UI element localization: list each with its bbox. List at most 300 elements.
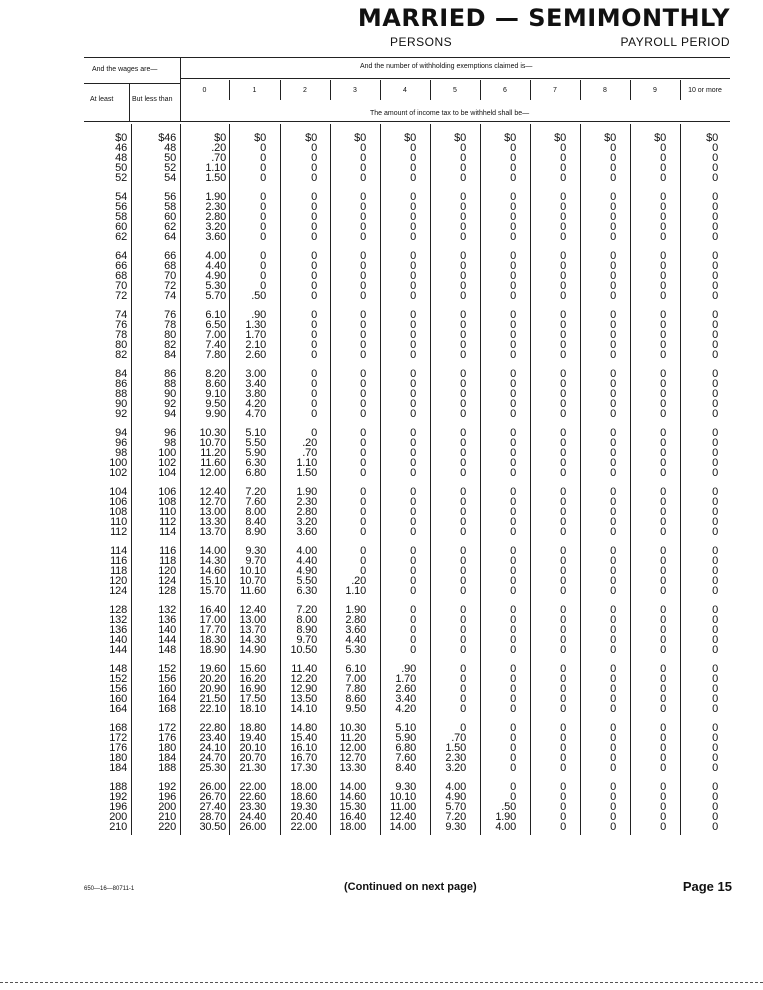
form-number: 650—16—80711-1 — [84, 886, 135, 892]
table-cell: 0 — [610, 722, 616, 734]
table-cell: 0 — [660, 624, 666, 636]
table-cell: 96 — [164, 427, 176, 439]
table-cell: $0 — [454, 132, 466, 144]
table-cell: 0 — [660, 801, 666, 813]
table-cell: 0 — [660, 526, 666, 538]
table-cell: 0 — [712, 290, 718, 302]
table-cell: 0 — [311, 427, 317, 439]
table-cell: 118 — [110, 565, 127, 577]
table-cell: 1.90 — [495, 811, 516, 823]
table-cell: 0 — [712, 575, 718, 587]
table-cell: 80 — [164, 329, 176, 341]
table-cell: 22.00 — [290, 821, 317, 833]
table-cell: 136 — [109, 624, 127, 636]
table-cell: 0 — [510, 172, 516, 184]
table-cell: 136 — [158, 614, 176, 626]
table-cell: 0 — [712, 201, 718, 213]
table-cell: 1.50 — [296, 467, 317, 479]
exemption-col-header: 0 — [202, 87, 207, 94]
table-cell: 0 — [460, 545, 466, 557]
table-cell: 6.50 — [205, 319, 226, 331]
table-cell: 210 — [109, 821, 127, 833]
table-cell: 88 — [164, 378, 176, 390]
table-cell: 0 — [610, 319, 616, 331]
table-cell: 0 — [610, 231, 616, 243]
table-cell: 0 — [610, 211, 616, 223]
table-cell: 0 — [510, 693, 516, 705]
table-cell: 52 — [164, 162, 176, 174]
table-cell: 0 — [410, 152, 416, 164]
table-cell: 52 — [115, 172, 127, 184]
table-cell: 3.20 — [296, 516, 317, 528]
table-cell: 0 — [360, 398, 366, 410]
table-cell: 13.70 — [199, 526, 226, 538]
table-cell: 0 — [610, 604, 616, 616]
table-cell: 7.20 — [445, 811, 466, 823]
table-cell: 4.20 — [395, 703, 416, 715]
table-cell: 2.10 — [245, 339, 266, 351]
table-cell: 8.60 — [205, 378, 226, 390]
table-cell: 0 — [712, 221, 718, 233]
table-cell: 0 — [560, 722, 566, 734]
table-cell: 0 — [560, 349, 566, 361]
column-rule — [380, 124, 381, 835]
table-cell: 118 — [159, 555, 176, 567]
table-cell: 0 — [610, 781, 616, 793]
table-cell: 24.70 — [199, 752, 226, 764]
table-cell: 0 — [660, 575, 666, 587]
table-cell: 0 — [660, 162, 666, 174]
table-cell: 0 — [410, 427, 416, 439]
table-cell: 104 — [158, 467, 176, 479]
exemption-col-header: 9 — [653, 87, 657, 94]
table-cell: 0 — [460, 349, 466, 361]
table-cell: 4.90 — [205, 270, 226, 282]
table-cell: 0 — [610, 811, 616, 823]
table-cell: 110 — [159, 506, 176, 518]
table-cell: 0 — [560, 172, 566, 184]
table-cell: 0 — [260, 172, 266, 184]
table-cell: 20.20 — [199, 673, 226, 685]
table-cell: 0 — [712, 673, 718, 685]
table-cell: 12.70 — [199, 496, 226, 508]
table-cell: 0 — [712, 801, 718, 813]
table-cell: 88 — [115, 388, 127, 400]
table-cell: 0 — [560, 801, 566, 813]
table-cell: 6.80 — [395, 742, 416, 754]
table-cell: 0 — [560, 526, 566, 538]
exemption-col-divider — [680, 80, 681, 100]
table-cell: 4.00 — [296, 545, 317, 557]
table-cell: 0 — [660, 565, 666, 577]
table-cell: 0 — [260, 250, 266, 262]
table-cell: 0 — [311, 270, 317, 282]
table-cell: 0 — [460, 437, 466, 449]
table-cell: 0 — [510, 742, 516, 754]
table-cell: 0 — [560, 663, 566, 675]
table-cell: 60 — [164, 211, 176, 223]
table-cell: 9.10 — [205, 388, 226, 400]
table-cell: 6.10 — [205, 309, 226, 321]
table-cell: 0 — [660, 663, 666, 675]
table-cell: 0 — [460, 555, 466, 567]
table-cell: 26.00 — [239, 821, 266, 833]
table-cell: 2.60 — [245, 349, 266, 361]
table-cell: 9.30 — [445, 821, 466, 833]
table-cell: 18.10 — [239, 703, 266, 715]
table-cell: 0 — [510, 555, 516, 567]
table-cell: 24.10 — [199, 742, 226, 754]
table-cell: 0 — [712, 742, 718, 754]
table-cell: 0 — [410, 634, 416, 646]
table-cell: 0 — [410, 447, 416, 459]
table-cell: 5.70 — [445, 801, 466, 813]
table-cell: 0 — [712, 781, 718, 793]
table-cell: 0 — [610, 427, 616, 439]
table-cell: 16.40 — [339, 811, 366, 823]
table-cell: 102 — [158, 457, 176, 469]
table-cell: $0 — [254, 132, 266, 144]
table-cell: 0 — [660, 250, 666, 262]
table-cell: 28.70 — [199, 811, 226, 823]
table-cell: 1.70 — [245, 329, 266, 341]
table-cell: 1.70 — [395, 673, 416, 685]
table-cell: 0 — [560, 496, 566, 508]
table-cell: 0 — [460, 162, 466, 174]
table-cell: 0 — [510, 624, 516, 636]
table-cell: 0 — [712, 211, 718, 223]
table-cell: 0 — [560, 231, 566, 243]
table-cell: 0 — [560, 211, 566, 223]
table-cell: 13.00 — [239, 614, 266, 626]
table-cell: 2.30 — [205, 201, 226, 213]
table-cell: 0 — [360, 339, 366, 351]
page-title: MARRIED — SEMIMONTHLY — [357, 4, 730, 32]
table-cell: 78 — [164, 319, 176, 331]
table-cell: 24.40 — [239, 811, 266, 823]
table-cell: 0 — [410, 398, 416, 410]
table-cell: 7.00 — [205, 329, 226, 341]
table-cell: 20.90 — [199, 683, 226, 695]
table-cell: 168 — [158, 703, 176, 715]
table-cell: 0 — [560, 634, 566, 646]
table-cell: 0 — [560, 486, 566, 498]
table-cell: 0 — [410, 388, 416, 400]
table-cell: 184 — [109, 762, 127, 774]
table-cell: 0 — [510, 496, 516, 508]
table-cell: 0 — [660, 506, 666, 518]
table-cell: 0 — [460, 250, 466, 262]
table-cell: 0 — [560, 821, 566, 833]
table-cell: 0 — [360, 162, 366, 174]
table-cell: 1.50 — [445, 742, 466, 754]
table-cell: 0 — [712, 437, 718, 449]
table-cell: 20.10 — [239, 742, 266, 754]
exemption-col-header: 2 — [303, 87, 307, 94]
but-less-than-column — [138, 133, 176, 832]
table-cell: 0 — [560, 703, 566, 715]
table-cell: 11.20 — [200, 447, 226, 459]
table-cell: 0 — [360, 250, 366, 262]
table-cell: 0 — [712, 811, 718, 823]
table-cell: 0 — [712, 634, 718, 646]
exemption-column — [378, 133, 416, 832]
table-cell: 0 — [360, 486, 366, 498]
column-rule — [430, 124, 431, 835]
table-cell: 92 — [115, 408, 127, 420]
table-cell: 7.60 — [245, 496, 266, 508]
table-cell: 140 — [158, 624, 176, 636]
table-cell: 25.30 — [199, 762, 226, 774]
table-cell: 0 — [360, 437, 366, 449]
table-cell: 2.80 — [296, 506, 317, 518]
table-cell: 0 — [510, 526, 516, 538]
table-cell: 0 — [460, 231, 466, 243]
table-cell: 0 — [712, 506, 718, 518]
table-cell: $46 — [158, 132, 176, 144]
table-cell: 0 — [610, 172, 616, 184]
table-cell: 48 — [164, 142, 176, 154]
table-cell: 0 — [610, 614, 616, 626]
table-cell: 0 — [510, 585, 516, 597]
table-cell: 14.00 — [199, 545, 226, 557]
table-cell: 128 — [158, 585, 176, 597]
table-cell: 0 — [360, 526, 366, 538]
table-cell: 0 — [610, 368, 616, 380]
table-cell: 0 — [360, 496, 366, 508]
table-cell: 0 — [660, 191, 666, 203]
table-cell: .20 — [302, 437, 317, 449]
table-cell: 6.30 — [245, 457, 266, 469]
table-cell: 4.20 — [245, 398, 266, 410]
table-cell: 0 — [510, 162, 516, 174]
table-cell: 0 — [460, 722, 466, 734]
table-cell: 7.20 — [245, 486, 266, 498]
table-cell: 9.50 — [205, 398, 226, 410]
wages-label: And the wages are— — [92, 66, 158, 73]
table-cell: 0 — [510, 398, 516, 410]
table-cell: 196 — [109, 801, 127, 813]
table-cell: 11.20 — [340, 732, 366, 744]
table-cell: 0 — [260, 231, 266, 243]
table-cell: 0 — [610, 496, 616, 508]
table-cell: 144 — [109, 644, 127, 656]
table-cell: 0 — [410, 565, 416, 577]
table-cell: 10.50 — [290, 644, 317, 656]
column-rule — [330, 124, 331, 835]
table-cell: 0 — [660, 309, 666, 321]
column-rule — [280, 124, 281, 835]
table-cell: 4.90 — [296, 565, 317, 577]
table-cell: .90 — [401, 663, 416, 675]
table-cell: 16.70 — [290, 752, 317, 764]
table-cell: 0 — [410, 349, 416, 361]
table-cell: 164 — [158, 693, 176, 705]
table-cell: 2.30 — [296, 496, 317, 508]
table-cell: 72 — [164, 280, 176, 292]
table-cell: 108 — [158, 496, 176, 508]
table-cell: 0 — [660, 437, 666, 449]
table-cell: 0 — [460, 427, 466, 439]
table-cell: 0 — [610, 191, 616, 203]
table-cell: 5.90 — [245, 447, 266, 459]
table-cell: 0 — [660, 260, 666, 272]
table-cell: 14.10 — [290, 703, 317, 715]
table-cell: 0 — [660, 447, 666, 459]
table-cell: 0 — [460, 693, 466, 705]
table-cell: 0 — [660, 604, 666, 616]
table-cell: 19.60 — [199, 663, 226, 675]
table-cell: 10.30 — [199, 427, 226, 439]
table-cell: 0 — [712, 545, 718, 557]
exemption-column — [680, 133, 718, 832]
table-cell: 0 — [510, 762, 516, 774]
table-cell: 12.40 — [389, 811, 416, 823]
table-cell: 12.90 — [290, 683, 317, 695]
table-cell: 0 — [360, 565, 366, 577]
table-cell: 0 — [610, 683, 616, 695]
table-cell: 0 — [460, 191, 466, 203]
table-cell: 0 — [460, 309, 466, 321]
table-cell: 17.30 — [290, 762, 317, 774]
table-cell: 0 — [311, 290, 317, 302]
table-cell: 0 — [510, 378, 516, 390]
table-cell: 0 — [560, 644, 566, 656]
table-cell: 0 — [410, 270, 416, 282]
table-cell: 0 — [712, 457, 718, 469]
table-cell: 7.80 — [205, 349, 226, 361]
table-cell: 110 — [110, 516, 127, 528]
table-cell: 0 — [712, 191, 718, 203]
table-cell: 10.70 — [239, 575, 266, 587]
table-cell: 0 — [610, 457, 616, 469]
table-cell: 0 — [610, 447, 616, 459]
table-cell: 0 — [510, 152, 516, 164]
table-cell: 0 — [712, 378, 718, 390]
table-cell: 0 — [510, 260, 516, 272]
table-cell: 0 — [712, 152, 718, 164]
table-cell: 0 — [610, 408, 616, 420]
wages-divider-rule — [84, 83, 180, 84]
table-cell: 74 — [164, 290, 176, 302]
table-cell: 0 — [660, 457, 666, 469]
table-cell: 0 — [510, 604, 516, 616]
table-cell: 0 — [610, 634, 616, 646]
table-cell: 0 — [360, 211, 366, 223]
table-cell: 0 — [660, 703, 666, 715]
table-cell: 12.00 — [199, 467, 226, 479]
table-cell: 0 — [712, 614, 718, 626]
table-cell: 14.80 — [290, 722, 317, 734]
table-cell: 164 — [109, 703, 127, 715]
table-cell: 1.10 — [296, 457, 317, 469]
table-cell: 3.80 — [245, 388, 266, 400]
table-cell: 0 — [560, 506, 566, 518]
table-cell: 1.10 — [205, 162, 226, 174]
header-bottom-rule — [84, 121, 730, 122]
table-cell: 0 — [311, 368, 317, 380]
table-cell: 0 — [410, 231, 416, 243]
table-cell: 10.70 — [199, 437, 226, 449]
table-cell: 30.50 — [199, 821, 226, 833]
table-cell: 98 — [164, 437, 176, 449]
table-cell: 0 — [311, 231, 317, 243]
table-cell: 0 — [410, 555, 416, 567]
table-cell: 0 — [560, 290, 566, 302]
table-cell: 144 — [158, 634, 176, 646]
table-cell: 192 — [109, 791, 127, 803]
table-cell: 5.90 — [395, 732, 416, 744]
table-cell: 0 — [410, 545, 416, 557]
table-cell: 15.40 — [290, 732, 317, 744]
table-cell: 160 — [109, 693, 127, 705]
bottom-rule — [0, 982, 763, 983]
table-cell: 0 — [610, 565, 616, 577]
table-cell: 0 — [410, 211, 416, 223]
table-cell: 100 — [158, 447, 176, 459]
table-cell: 0 — [660, 516, 666, 528]
table-cell: 0 — [410, 260, 416, 272]
table-cell: 22.60 — [239, 791, 266, 803]
table-cell: $0 — [214, 132, 226, 144]
table-cell: 132 — [109, 614, 127, 626]
table-cell: 0 — [410, 329, 416, 341]
table-cell: 0 — [311, 309, 317, 321]
table-cell: 13.00 — [199, 506, 226, 518]
table-cell: 0 — [360, 516, 366, 528]
table-cell: 0 — [610, 693, 616, 705]
table-cell: 1.50 — [205, 172, 226, 184]
table-cell: 18.80 — [239, 722, 266, 734]
table-cell: 0 — [460, 624, 466, 636]
table-cell: 84 — [164, 349, 176, 361]
table-cell: 0 — [560, 624, 566, 636]
table-cell: .70 — [211, 152, 226, 164]
table-cell: 14.00 — [339, 781, 366, 793]
table-cell: 58 — [164, 201, 176, 213]
table-cell: 0 — [560, 437, 566, 449]
table-cell: 0 — [610, 280, 616, 292]
exemption-column — [279, 133, 317, 832]
table-cell: $0 — [404, 132, 416, 144]
table-cell: 16.90 — [239, 683, 266, 695]
table-cell: 0 — [712, 467, 718, 479]
table-cell: 19.30 — [290, 801, 317, 813]
table-cell: 132 — [158, 604, 176, 616]
at-least-column — [89, 133, 127, 832]
exemption-col-header: 6 — [503, 87, 507, 94]
table-cell: 0 — [712, 624, 718, 636]
table-cell: 0 — [460, 673, 466, 685]
table-cell: 116 — [159, 545, 176, 557]
table-cell: 0 — [610, 437, 616, 449]
table-cell: 0 — [410, 526, 416, 538]
table-cell: 0 — [610, 339, 616, 351]
table-cell: 0 — [712, 683, 718, 695]
table-cell: 18.00 — [339, 821, 366, 833]
table-cell: 188 — [158, 762, 176, 774]
table-cell: 0 — [712, 752, 718, 764]
table-cell: 0 — [510, 506, 516, 518]
table-cell: 0 — [510, 437, 516, 449]
table-cell: 0 — [260, 152, 266, 164]
column-rule — [530, 124, 531, 835]
table-cell: 1.90 — [205, 191, 226, 203]
table-cell: 0 — [510, 703, 516, 715]
table-cell: 8.90 — [245, 526, 266, 538]
table-cell: 0 — [460, 486, 466, 498]
exemption-column — [228, 133, 266, 832]
